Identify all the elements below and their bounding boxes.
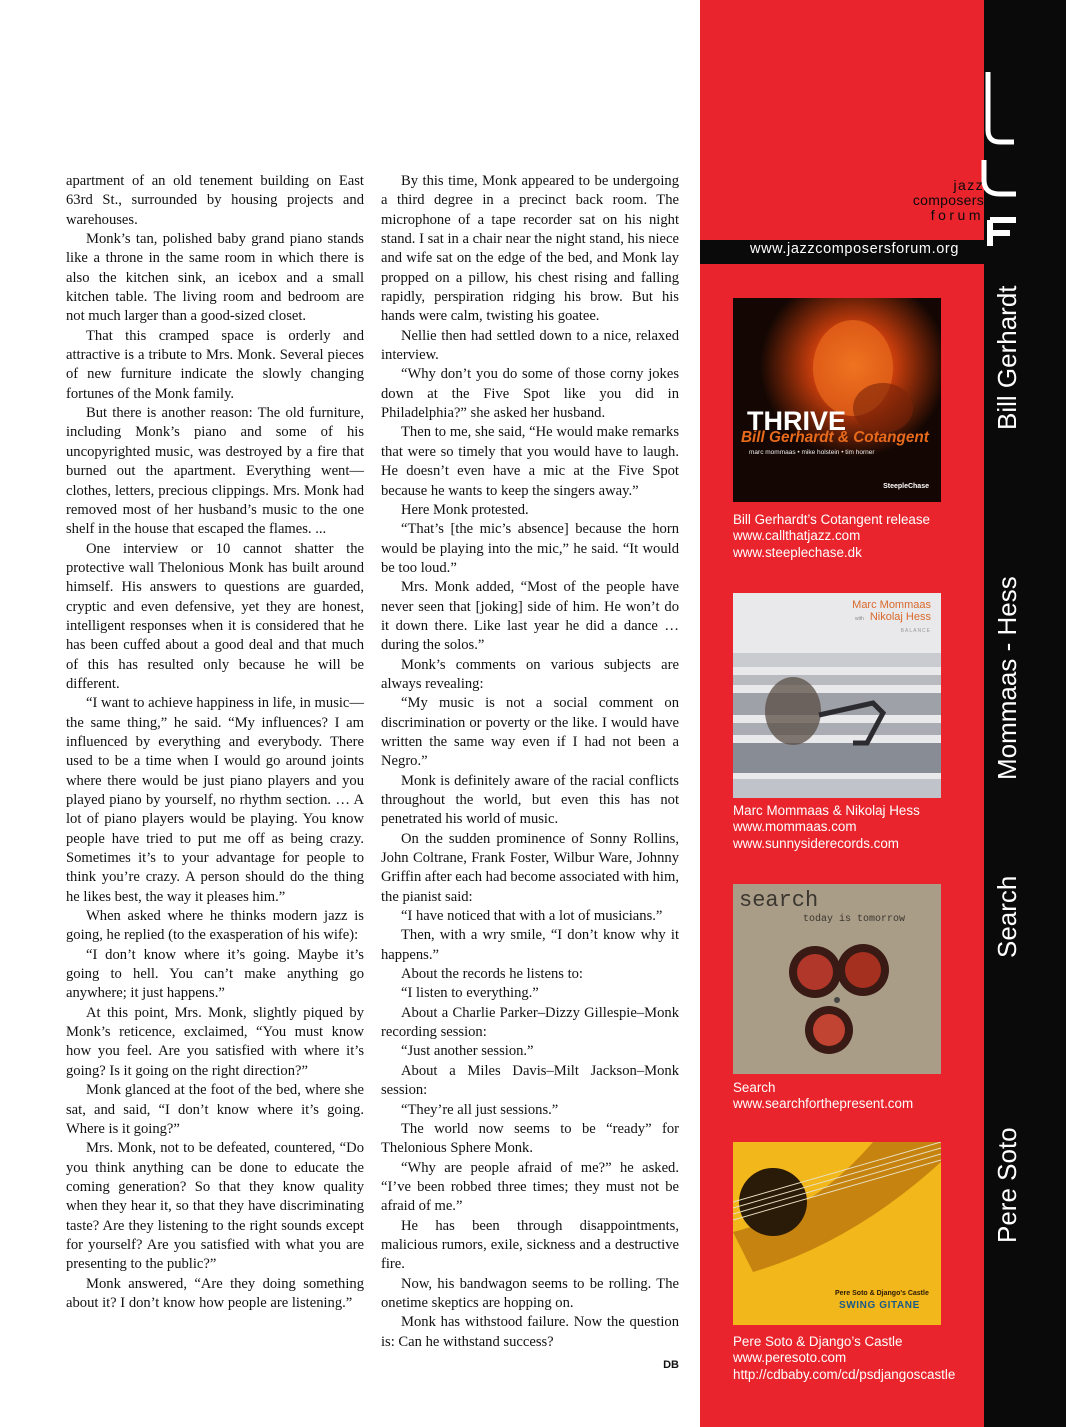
- article-paragraph: “Why are people afraid of me?” he asked. “I’ve been robbed three times; they must not be afraid of me.”: [381, 1159, 679, 1215]
- article-paragraph: But there is another reason: The old furniture, including Monk’s piano and some of his uncopyrighted music, was destroyed by a fire that burned out the apartment. Everything went—clothes, letters, precious clippings. Mrs. Monk had removed most of her husband’s music to the one shelf in the house that escaped the flames. ...: [66, 405, 364, 538]
- caption-pere-soto: [733, 1334, 983, 1383]
- jazz-composers-forum-ad: [700, 0, 1066, 1427]
- caption-search: [733, 1080, 983, 1113]
- article-paragraph: Mrs. Monk, not to be defeated, countered, “Do you think anything can be done to educate the coming generation? So that they know quality when they hear it, so that they have discriminating taste? Are they listening to the right sounds except for yourself? Are you satisfied with what you are presenting to the public?”: [66, 1140, 364, 1273]
- article-paragraph: Monk has withstood failure. Now the question is: Can he withstand success?: [381, 1314, 679, 1350]
- article-paragraph: On the sudden prominence of Sonny Rollins, John Coltrane, Frank Foster, Wilbur Ware, Johnny Griffin after each had become associated with him, the pianist said:: [381, 830, 679, 905]
- caption-link[interactable]: www.mommaas.com: [733, 819, 857, 835]
- article-paragraph: The world now seems to be “ready” for Thelonious Sphere Monk.: [381, 1120, 679, 1157]
- caption-gerhardt: [733, 512, 983, 561]
- thrive-portrait-art: [733, 298, 941, 502]
- article-paragraph: About a Miles Davis–Milt Jackson–Monk session:: [381, 1062, 679, 1099]
- article-paragraph: “Just another session.”: [401, 1043, 534, 1060]
- article-paragraph: When asked where he thinks modern jazz is going, he replied (to the exasperation of his wife):: [66, 908, 364, 944]
- vertical-label-gerhardt: Bill Gerhardt: [992, 285, 1022, 430]
- article-paragraph: Mrs. Monk added, “Most of the people have never seen that [joking] side of him. He won’t do it down there. Like last year he did a dance … during the solos.”: [381, 579, 679, 654]
- search-title: search: [739, 888, 819, 913]
- article-paragraph: He has been through disappointments, malicious rumors, exile, sickness and a destructive fire.: [381, 1217, 679, 1273]
- article-paragraph: That this cramped space is orderly and attractive is a tribute to Mrs. Monk. Several pieces of new furniture indicate the slowly changing fortunes of the Monk family.: [66, 327, 364, 402]
- soto-title: SWING GITANE: [839, 1300, 920, 1311]
- balance-artist-2: Nikolaj Hess: [869, 611, 931, 623]
- search-subtitle: today is tomorrow: [803, 914, 906, 925]
- article-paragraph: “They’re all just sessions.”: [401, 1101, 559, 1118]
- article-paragraph: “I don’t know where it’s going. Maybe it’s going to hell. You can’t make anything go anywhere; it just happens.”: [66, 946, 364, 1002]
- caption-link[interactable]: http://cdbaby.com/cd/psdjangoscastle: [733, 1366, 956, 1382]
- end-mark-db: DB: [663, 1358, 679, 1371]
- album-cover-swing-gitane[interactable]: [733, 1142, 941, 1325]
- logo-word-jazz: jazz: [953, 177, 984, 193]
- article-paragraph: Monk glanced at the foot of the bed, where she sat, and said, “I don’t know where it’s going. Where is it going?”: [66, 1082, 364, 1137]
- article-paragraph: “I have noticed that with a lot of musicians.”: [401, 908, 663, 925]
- article-paragraph: “I want to achieve happiness in life, in music—the same thing,” he said. “My influences? I am influenced by everything and everybody. There used to be a time when I would go around joints where there would be just piano players and you played piano by yourself, no rhythm section. … A lot of piano players would be playing. You know people have tried to put me off as being crazy. Sometimes it’s to your advantage for people to think you’re crazy. A person should do the thing he likes best, the way it pleases him.”: [66, 695, 364, 905]
- forum-url-link[interactable]: www.jazzcomposersforum.org: [750, 241, 959, 257]
- article-paragraph: “That’s [the mic’s absence] because the horn would be playing into the mic,” he said. “It would be too loud.”: [381, 521, 679, 576]
- jcf-logo-text: [880, 178, 984, 223]
- article-paragraph: Monk’s comments on various subjects are always revealing:: [381, 656, 679, 692]
- article-paragraph: About the records he listens to:: [401, 966, 583, 983]
- album-cover-search[interactable]: [733, 884, 941, 1074]
- caption-mommaas-hess: [733, 803, 983, 852]
- thrive-artist: Bill Gerhardt & Cotangent: [741, 429, 929, 446]
- article-paragraph: Here Monk protested.: [401, 501, 529, 518]
- article-paragraph: “I listen to everything.”: [401, 985, 539, 1002]
- caption-line: Bill Gerhardt’s Cotangent release: [733, 512, 931, 527]
- article-paragraph: Now, his bandwagon seems to be rolling. The onetime skeptics are hopping on.: [381, 1275, 679, 1311]
- balance-artist-1: Marc Mommaas: [852, 599, 931, 611]
- vertical-label-pere-soto: Pere Soto: [992, 1127, 1022, 1243]
- article-paragraph: “My music is not a social comment on discrimination or poverty or the like. I would have written the same way even if I had not been a Negro.”: [381, 695, 679, 770]
- caption-link[interactable]: www.peresoto.com: [733, 1350, 847, 1366]
- article-paragraph: By this time, Monk appeared to be undergoing a third degree in a precinct back room. The microphone of a tape recorder sat on his night stand. I sat in a chair near the night stand, his niece and wife sat on the edge of the bed, and Monk lay propped on a pillow, his chest rising and falling rapidly, perspiration ridging his brow. But his hands were calm, twisting his goatee.: [381, 173, 679, 325]
- caption-line: Pere Soto & Django’s Castle: [733, 1334, 903, 1349]
- article-paragraph: apartment of an old tenement building on East 63rd St., surrounded by housing projects and warehouses.: [66, 173, 364, 228]
- caption-link[interactable]: www.sunnysiderecords.com: [733, 835, 899, 851]
- logo-word-forum: forum: [930, 207, 984, 223]
- article-paragraph: Monk answered, “Are they doing something about it? I don’t know how people are listening.”: [66, 1275, 364, 1311]
- thrive-personnel: marc mommaas • mike holstein • tim horner: [749, 449, 875, 456]
- caption-line: Marc Mommaas & Nikolaj Hess: [733, 803, 920, 818]
- caption-link[interactable]: www.steeplechase.dk: [733, 544, 862, 560]
- caption-line: Search: [733, 1080, 776, 1095]
- article-paragraph: At this point, Mrs. Monk, slightly piqued by Monk’s reticence, exclaimed, “You must know how you feel. Are you satisfied with where it’s going? Is it going on the right direction?”: [66, 1004, 364, 1079]
- article-paragraph: One interview or 10 cannot shatter the protective wall Thelonious Monk has built around himself. His answers to questions are guarded, cryptic and even defensive, yet they are honest, intelligent responses when it is considered that he has been cuffed about a good deal and that much of this has resulted only because he will be different.: [66, 540, 364, 692]
- album-cover-balance[interactable]: [733, 593, 941, 798]
- article-column-2: [381, 172, 679, 1375]
- article-paragraph: “Why don’t you do some of those corny jokes down at the Five Spot like you did in Philadelphia?” she asked her husband.: [381, 366, 679, 422]
- article-paragraph: Nellie then had settled down to a nice, relaxed interview.: [381, 327, 679, 364]
- caption-link[interactable]: www.callthatjazz.com: [733, 528, 861, 544]
- article-paragraph: About a Charlie Parker–Dizzy Gillespie–Monk recording session:: [381, 1004, 679, 1041]
- balance-with: with: [854, 616, 864, 622]
- article-paragraph: Then, with a wry smile, “I don’t know why it happens.”: [381, 927, 679, 963]
- album-cover-thrive[interactable]: [733, 298, 941, 502]
- logo-word-composers: composers: [912, 192, 984, 208]
- steeplechase-label: SteepleChase: [883, 483, 929, 490]
- thrive-title: THRIVE: [747, 406, 847, 436]
- vertical-label-mommaas-hess: Mommaas - Hess: [992, 576, 1022, 780]
- article-paragraph: Monk is definitely aware of the racial conflicts throughout the world, but even this has not penetrated his world of music.: [381, 772, 679, 828]
- balance-artists: [852, 599, 931, 637]
- guitar-art: [733, 1142, 941, 1325]
- article-paragraph: Monk’s tan, polished baby grand piano stands like a throne in the same room in which there is also the kitchen sink, an icebox and a small kitchen table. The living room and bedroom are not much larger than a good-sized closet.: [66, 231, 364, 325]
- caption-link[interactable]: www.searchforthepresent.com: [733, 1096, 914, 1112]
- article-column-1: [66, 172, 364, 1313]
- soto-artist: Pere Soto & Django's Castle: [835, 1290, 929, 1297]
- balance-title: BALANCE: [900, 628, 931, 634]
- vertical-label-search: Search: [992, 875, 1022, 958]
- article-paragraph: Then to me, she said, “He would make remarks that were so timely that you would have to laugh. He doesn’t even have a mic at the Five Spot because he wants to keep the singers away.”: [381, 424, 679, 499]
